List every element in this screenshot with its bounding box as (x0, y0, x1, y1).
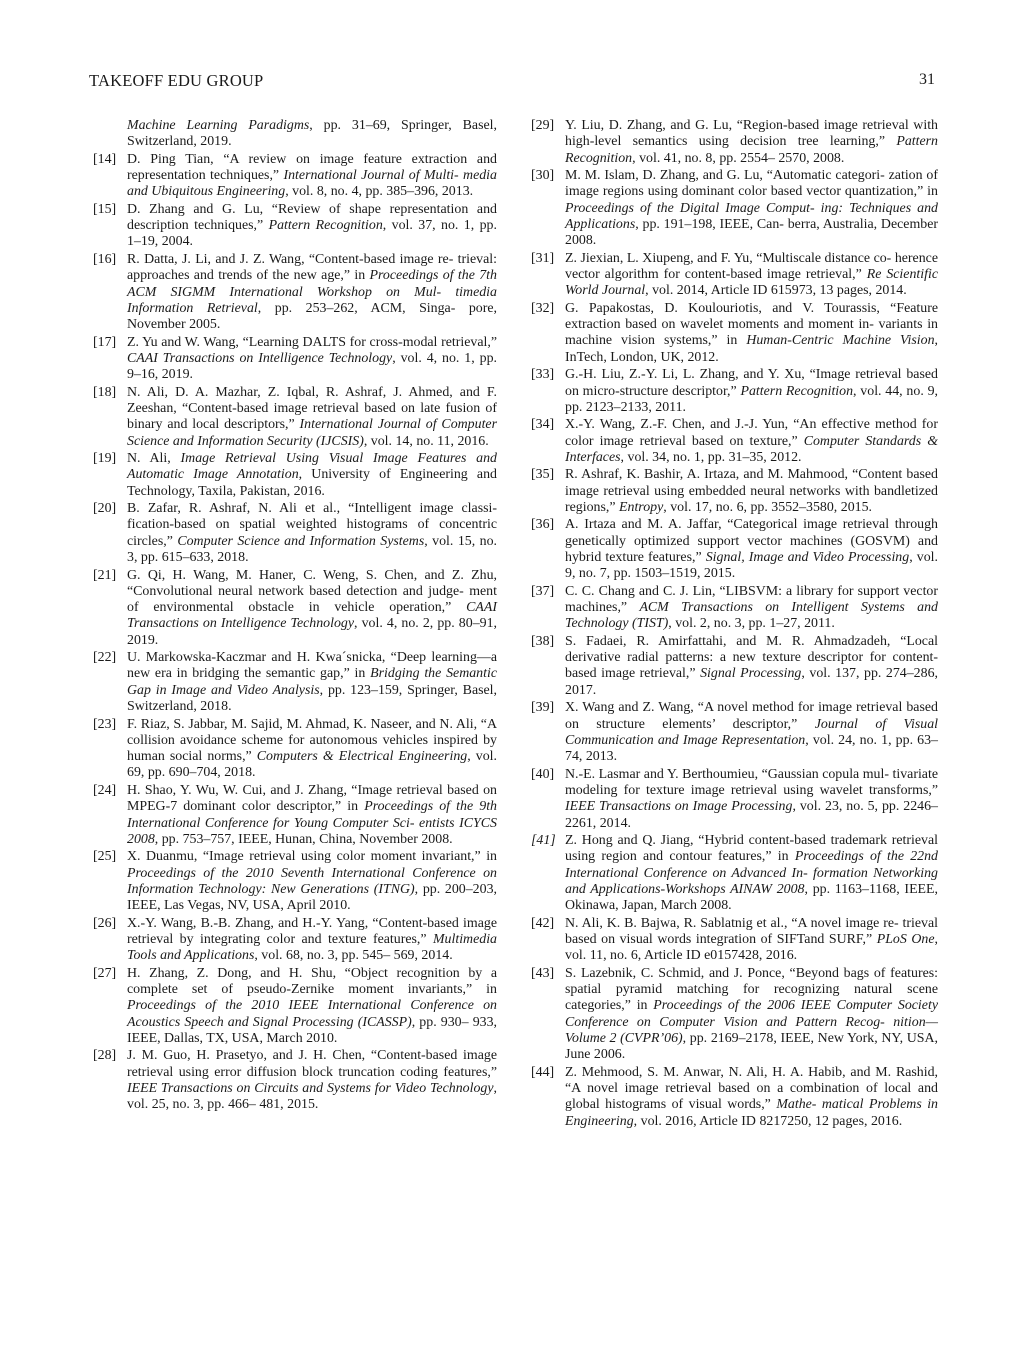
reference-entry (531, 517, 938, 582)
reference-text: B. Zafar, R. Ashraf, N. Ali et al., “Intelligent image classi- fication-based on spatial weighted histograms of concentric circles,” (127, 501, 497, 549)
reference-source: Proceedings of the 2010 Seventh International Conference on Information Technology: New Generations (ITNG) (127, 865, 497, 897)
reference-number: [44] (531, 1064, 555, 1080)
reference-number: [17] (93, 334, 117, 350)
reference-number: [23] (93, 716, 117, 732)
reference-entry (93, 568, 497, 649)
reference-entry (531, 767, 938, 832)
reference-text: , University of Engineering and Technology, Taxila, Pakistan, 2016. (127, 467, 497, 499)
reference-text: G.-H. Liu, Z.-Y. Li, L. Zhang, and Y. Xu, “Image retrieval based on micro-structure descriptor,” (565, 367, 938, 399)
reference-entry (93, 1048, 497, 1113)
reference-entry (93, 152, 497, 201)
reference-number: [20] (93, 501, 117, 517)
reference-text: , vol. 14, no. 11, 2016. (363, 433, 489, 449)
reference-text: , pp. 200–203, IEEE, Las Vegas, NV, USA, April 2010. (127, 881, 497, 914)
reference-number: [37] (531, 583, 555, 599)
reference-entry (93, 783, 497, 848)
reference-number: [22] (93, 650, 117, 666)
reference-entry (93, 335, 497, 384)
reference-source: Computer Science and Information Systems (177, 533, 425, 549)
reference-text: , pp. 253–262, ACM, Singa- pore, November 2005. (127, 300, 497, 333)
reference-number: [26] (93, 915, 117, 931)
reference-source: Pattern Recognition (268, 218, 383, 234)
reference-number: [43] (531, 965, 555, 981)
reference-text: J. M. Guo, H. Prasetyo, and J. H. Chen, “Content-based image retrieval using error diffusion block truncation coding features,” (127, 1048, 497, 1080)
reference-entry (531, 367, 938, 416)
reference-number: [16] (93, 251, 117, 267)
reference-entry (93, 385, 497, 450)
reference-source: ACM Transactions on Intelligent Systems and Technology (TIST) (565, 600, 938, 632)
reference-text: , vol. 2, no. 3, pp. 1–27, 2011. (668, 616, 835, 632)
reference-entry (531, 1065, 938, 1130)
references-left-column (93, 118, 497, 1115)
reference-text: , pp. 2169–2178, IEEE, New York, NY, USA, June 2006. (565, 1030, 938, 1063)
reference-text: N.-E. Lasmar and Y. Berthoumieu, “Gaussian copula mul- tivariate modeling for texture image retrieval using wavelet transforms,” (565, 766, 938, 798)
reference-number: [14] (93, 151, 117, 167)
reference-source: Computers & Electrical Engineering (256, 749, 468, 765)
reference-text: , vol. 25, no. 3, pp. 466– 481, 2015. (127, 1081, 497, 1113)
reference-text: , InTech, London, UK, 2012. (565, 333, 939, 365)
reference-number: [19] (93, 451, 117, 467)
references-right-column (531, 118, 938, 1131)
reference-text: A. Irtaza and M. A. Jaffar, “Categorical image retrieval through genetically optimized support vector machines (GOSVM) and hybrid texture features,” (565, 517, 938, 566)
reference-text: , vol. 2016, Article ID 8217250, 12 pages, 2016. (633, 1113, 903, 1129)
reference-text: X.-Y. Wang, B.-B. Zhang, and H.-Y. Yang, “Content-based image retrieval by integrating color and texture features,” (127, 915, 497, 947)
reference-number: [40] (531, 766, 555, 782)
reference-number: [41] (531, 833, 556, 849)
reference-text: N. Ali, K. B. Bajwa, R. Sablatnig et al., “A novel image re- trieval based on visual words integration of SIFTand SURF,” (565, 915, 938, 947)
reference-number: [30] (531, 168, 555, 184)
reference-source: Journal of Visual Communication and Image Representation (565, 716, 938, 748)
reference-number: [29] (531, 118, 555, 133)
reference-text: H. Zhang, Z. Dong, and H. Shu, “Object recognition by a complete set of pseudo-Zernike moment invariants,” in (127, 965, 497, 998)
reference-text: , vol. 69, pp. 690–704, 2018. (127, 749, 497, 781)
reference-source: IEEE Transactions on Image Processing (565, 799, 793, 815)
reference-number: [33] (531, 367, 555, 383)
reference-number: [28] (93, 1048, 117, 1064)
reference-text: , vol. 8, no. 4, pp. 385–396, 2013. (285, 184, 474, 200)
reference-text: , vol. 9, no. 7, pp. 1503–1519, 2015. (565, 550, 938, 582)
reference-source: Proceedings of the 2006 IEEE Computer Society Conference on Computer Vision and Pattern Recog- nition—Volume 2 (CVPR’06) (565, 998, 938, 1046)
reference-text: N. Ali, D. A. Mazhar, Z. Iqbal, R. Ashraf, J. Ahmed, and F. Zeeshan, “Content-based image retrieval based on late fusion of binary and local descriptors,” (127, 384, 497, 433)
reference-source: Proceedings of the 22nd International Conference on Advanced In- formation Networking and Applications-Workshops AINAW 2008 (565, 849, 938, 897)
reference-text: F. Riaz, S. Jabbar, M. Sajid, M. Ahmad, K. Naseer, and N. Ali, “A collision avoidance scheme for autonomous vehicles inspired by human social norms,” (127, 716, 497, 765)
page-number: 31 (919, 71, 935, 88)
reference-text: , vol. 23, no. 5, pp. 2246–2261, 2014. (565, 799, 938, 831)
reference-source: Computer Standards & Interfaces (565, 433, 938, 465)
reference-source: Re Scientific World Journal (565, 267, 939, 299)
reference-entry (93, 916, 497, 965)
reference-number: [18] (93, 384, 117, 400)
reference-text: X.-Y. Wang, Z.-F. Chen, and J.-J. Yun, “An effective method for color image retrieval based on texture,” (565, 417, 938, 449)
reference-text: , pp. 753–757, IEEE, Hunan, China, November 2008. (154, 831, 453, 847)
reference-entry (531, 634, 938, 699)
reference-entry (531, 251, 938, 300)
reference-text: , vol. 2014, Article ID 615973, 13 pages, 2014. (645, 283, 907, 299)
reference-entry (531, 417, 938, 466)
reference-text: , vol. 34, no. 1, pp. 31–35, 2012. (620, 449, 802, 465)
running-header: TAKEOFF EDU GROUP (89, 71, 264, 90)
reference-source: Machine Learning Paradigms (127, 118, 310, 133)
reference-text: U. Markowska-Kaczmar and H. Kwa´snicka, “Deep learning—a new era in bridging the semantic gap,” in (127, 650, 497, 682)
reference-number: [36] (531, 517, 555, 533)
reference-entry (531, 301, 938, 366)
reference-source: Pattern Recognition (565, 134, 938, 166)
reference-text: N. Ali, (127, 451, 181, 467)
reference-entry (531, 467, 938, 516)
reference-text: S. Fadaei, R. Amirfattahi, and M. R. Ahmadzadeh, “Local derivative radial patterns: a new texture descriptor for content-based image retrieval,” (565, 633, 938, 682)
reference-text: Y. Liu, D. Zhang, and G. Lu, “Region-based image retrieval with high-level semantics using decision tree learning,” (565, 118, 938, 150)
reference-entry (531, 584, 938, 633)
reference-entry (531, 168, 938, 249)
reference-text: Z. Hong and Q. Jiang, “Hybrid content-based trademark retrieval using region and contour features,” in (565, 833, 938, 865)
reference-text: H. Shao, Y. Wu, W. Cui, and J. Zhang, “Image retrieval based on MPEG-7 dominant color descriptor,” in (127, 782, 497, 815)
reference-entry (93, 118, 497, 151)
reference-number: [24] (93, 782, 117, 798)
reference-text: G. Qi, H. Wang, M. Haner, C. Weng, S. Chen, and Z. Zhu, “Convolutional neural network based detection and judge- ment of environmental obstacle in vehicle operation,” (127, 567, 497, 616)
reference-number: [15] (93, 201, 117, 217)
reference-number: [21] (93, 567, 117, 583)
reference-text: Z. Mehmood, S. M. Anwar, N. Ali, H. A. Habib, and M. Rashid, “A novel image retrieval based on a combination of local and global histograms of visual words,” (565, 1064, 938, 1113)
reference-source: CAAI Transactions on Intelligence Technology (127, 350, 393, 366)
reference-entry (531, 833, 938, 914)
reference-text: D. Zhang and G. Lu, “Review of shape representation and description techniques,” (127, 201, 497, 234)
reference-text: , vol. 24, no. 1, pp. 63–74, 2013. (565, 732, 938, 765)
reference-text: C. C. Chang and C. J. Lin, “LIBSVM: a library for support vector machines,” (565, 583, 938, 616)
reference-entry (93, 717, 497, 782)
reference-text: , vol. 11, no. 6, Article ID e0157428, 2016. (565, 931, 938, 964)
reference-entry (531, 118, 938, 167)
reference-text: , pp. 191–198, IEEE, Can- berra, Australia, December 2008. (565, 216, 938, 249)
reference-number: [27] (93, 965, 117, 981)
reference-text: , vol. 4, no. 2, pp. 80–91, 2019. (127, 616, 498, 648)
reference-source: Image Retrieval Using Visual Image Features and Automatic Image Annotation (127, 451, 497, 483)
reference-entry (93, 650, 497, 715)
reference-number: [38] (531, 633, 555, 649)
reference-entry (93, 451, 497, 500)
reference-number: [42] (531, 915, 555, 931)
reference-source: Entropy (619, 499, 664, 515)
reference-source: PLoS One (876, 931, 935, 947)
reference-number: [32] (531, 300, 555, 316)
reference-text: , vol. 15, no. 3, pp. 615–633, 2018. (127, 533, 497, 566)
reference-entry (531, 966, 938, 1064)
reference-text: , vol. 41, no. 8, pp. 2554– 2570, 2008. (632, 150, 845, 166)
reference-source: Pattern Recognition (740, 383, 854, 399)
reference-source: Signal, Image and Video Processing (705, 550, 910, 566)
reference-text: , pp. 1163–1168, IEEE, Okinawa, Japan, March 2008. (565, 881, 938, 914)
reference-source: Proceedings of the Digital Image Comput- ing: Techniques and Applications (565, 200, 938, 232)
reference-text: , vol. 44, no. 9, pp. 2123–2133, 2011. (565, 383, 938, 415)
page-header (89, 71, 935, 95)
reference-number: [39] (531, 700, 555, 716)
reference-text: , vol. 4, no. 1, pp. 9–16, 2019. (127, 350, 497, 383)
reference-text: Z. Yu and W. Wang, “Learning DALTS for cross-modal retrieval,” (127, 334, 497, 350)
reference-entry (93, 202, 497, 251)
reference-number: [34] (531, 417, 555, 433)
reference-source: Signal Processing (700, 666, 802, 682)
reference-text: X. Wang and Z. Wang, “A novel method for image retrieval based on structure elements’ descriptor,” (565, 700, 938, 732)
reference-source: International Journal of Computer Science and Information Security (IJCSIS) (127, 417, 497, 449)
reference-source: Proceedings of the 9th International Conference for Young Computer Sci- entists ICYCS 2008 (127, 799, 498, 847)
reference-text: G. Papakostas, D. Koulouriotis, and V. Tourassis, “Feature extraction based on wavelet moments and moment in- variants in machine vision systems,” in (565, 300, 938, 349)
reference-number: [35] (531, 467, 555, 483)
reference-text: , pp. 930– 933, IEEE, Dallas, TX, USA, March 2010. (127, 1014, 498, 1046)
reference-text: , vol. 137, pp. 274–286, 2017. (565, 666, 938, 698)
reference-number: [31] (531, 250, 555, 266)
reference-source: International Journal of Multi- media and Ubiquitous Engineering (127, 168, 497, 200)
reference-text: , pp. 123–159, Springer, Basel, Switzerland, 2018. (127, 682, 498, 715)
reference-text: , vol. 37, no. 1, pp. 1–19, 2004. (127, 218, 497, 250)
reference-text: X. Duanmu, “Image retrieval using color moment invariant,” in (127, 849, 497, 865)
reference-entry (93, 252, 497, 333)
reference-entry (93, 501, 497, 566)
reference-source: Mathe- matical Problems in Engineering (565, 1097, 938, 1129)
reference-source: Human-Centric Machine Vision (746, 333, 935, 349)
reference-entry (93, 849, 497, 914)
reference-text: , vol. 17, no. 6, pp. 3552–3580, 2015. (663, 499, 873, 515)
reference-text: M. M. Islam, D. Zhang, and G. Lu, “Automatic categori- zation of image regions using dominant color based vector quantization,” in (565, 168, 938, 200)
reference-text: , vol. 68, no. 3, pp. 545– 569, 2014. (254, 948, 453, 964)
reference-source: Multimedia Tools and Applications (127, 931, 497, 964)
reference-entry (531, 916, 938, 965)
reference-text: D. Ping Tian, “A review on image feature extraction and representation techniques,” (127, 151, 497, 184)
reference-text: R. Ashraf, K. Bashir, A. Irtaza, and M. Mahmood, “Content based image retrieval using embedded neural networks with bandletized regions,” (565, 467, 938, 515)
reference-text: S. Lazebnik, C. Schmid, and J. Ponce, “Beyond bags of features: spatial pyramid matching for recognizing natural scene categories,” in (565, 965, 938, 1014)
reference-text: R. Datta, J. Li, and J. Z. Wang, “Content-based image re- trieval: approaches and trends of the new age,” in (127, 251, 497, 284)
reference-entry (531, 700, 938, 765)
reference-source: Proceedings of the 7th ACM SIGMM International Workshop on Mul- timedia Information Retrieval (127, 268, 497, 316)
reference-number: [25] (93, 849, 117, 865)
reference-source: CAAI Transactions on Intelligence Technology (127, 600, 497, 632)
reference-source: Bridging the Semantic Gap in Image and Video Analysis (127, 666, 497, 698)
reference-text: Z. Jiexian, L. Xiupeng, and F. Yu, “Multiscale distance co- herence vector algorithm for content-based image retrieval,” (565, 250, 938, 283)
reference-source: Proceedings of the 2010 IEEE International Conference on Acoustics Speech and Signal Processing (ICASSP) (127, 998, 497, 1030)
reference-entry (93, 966, 497, 1047)
reference-text: , pp. 31–69, Springer, Basel, Switzerland, 2019. (127, 118, 497, 150)
reference-source: IEEE Transactions on Circuits and Systems for Video Technology (127, 1081, 494, 1097)
